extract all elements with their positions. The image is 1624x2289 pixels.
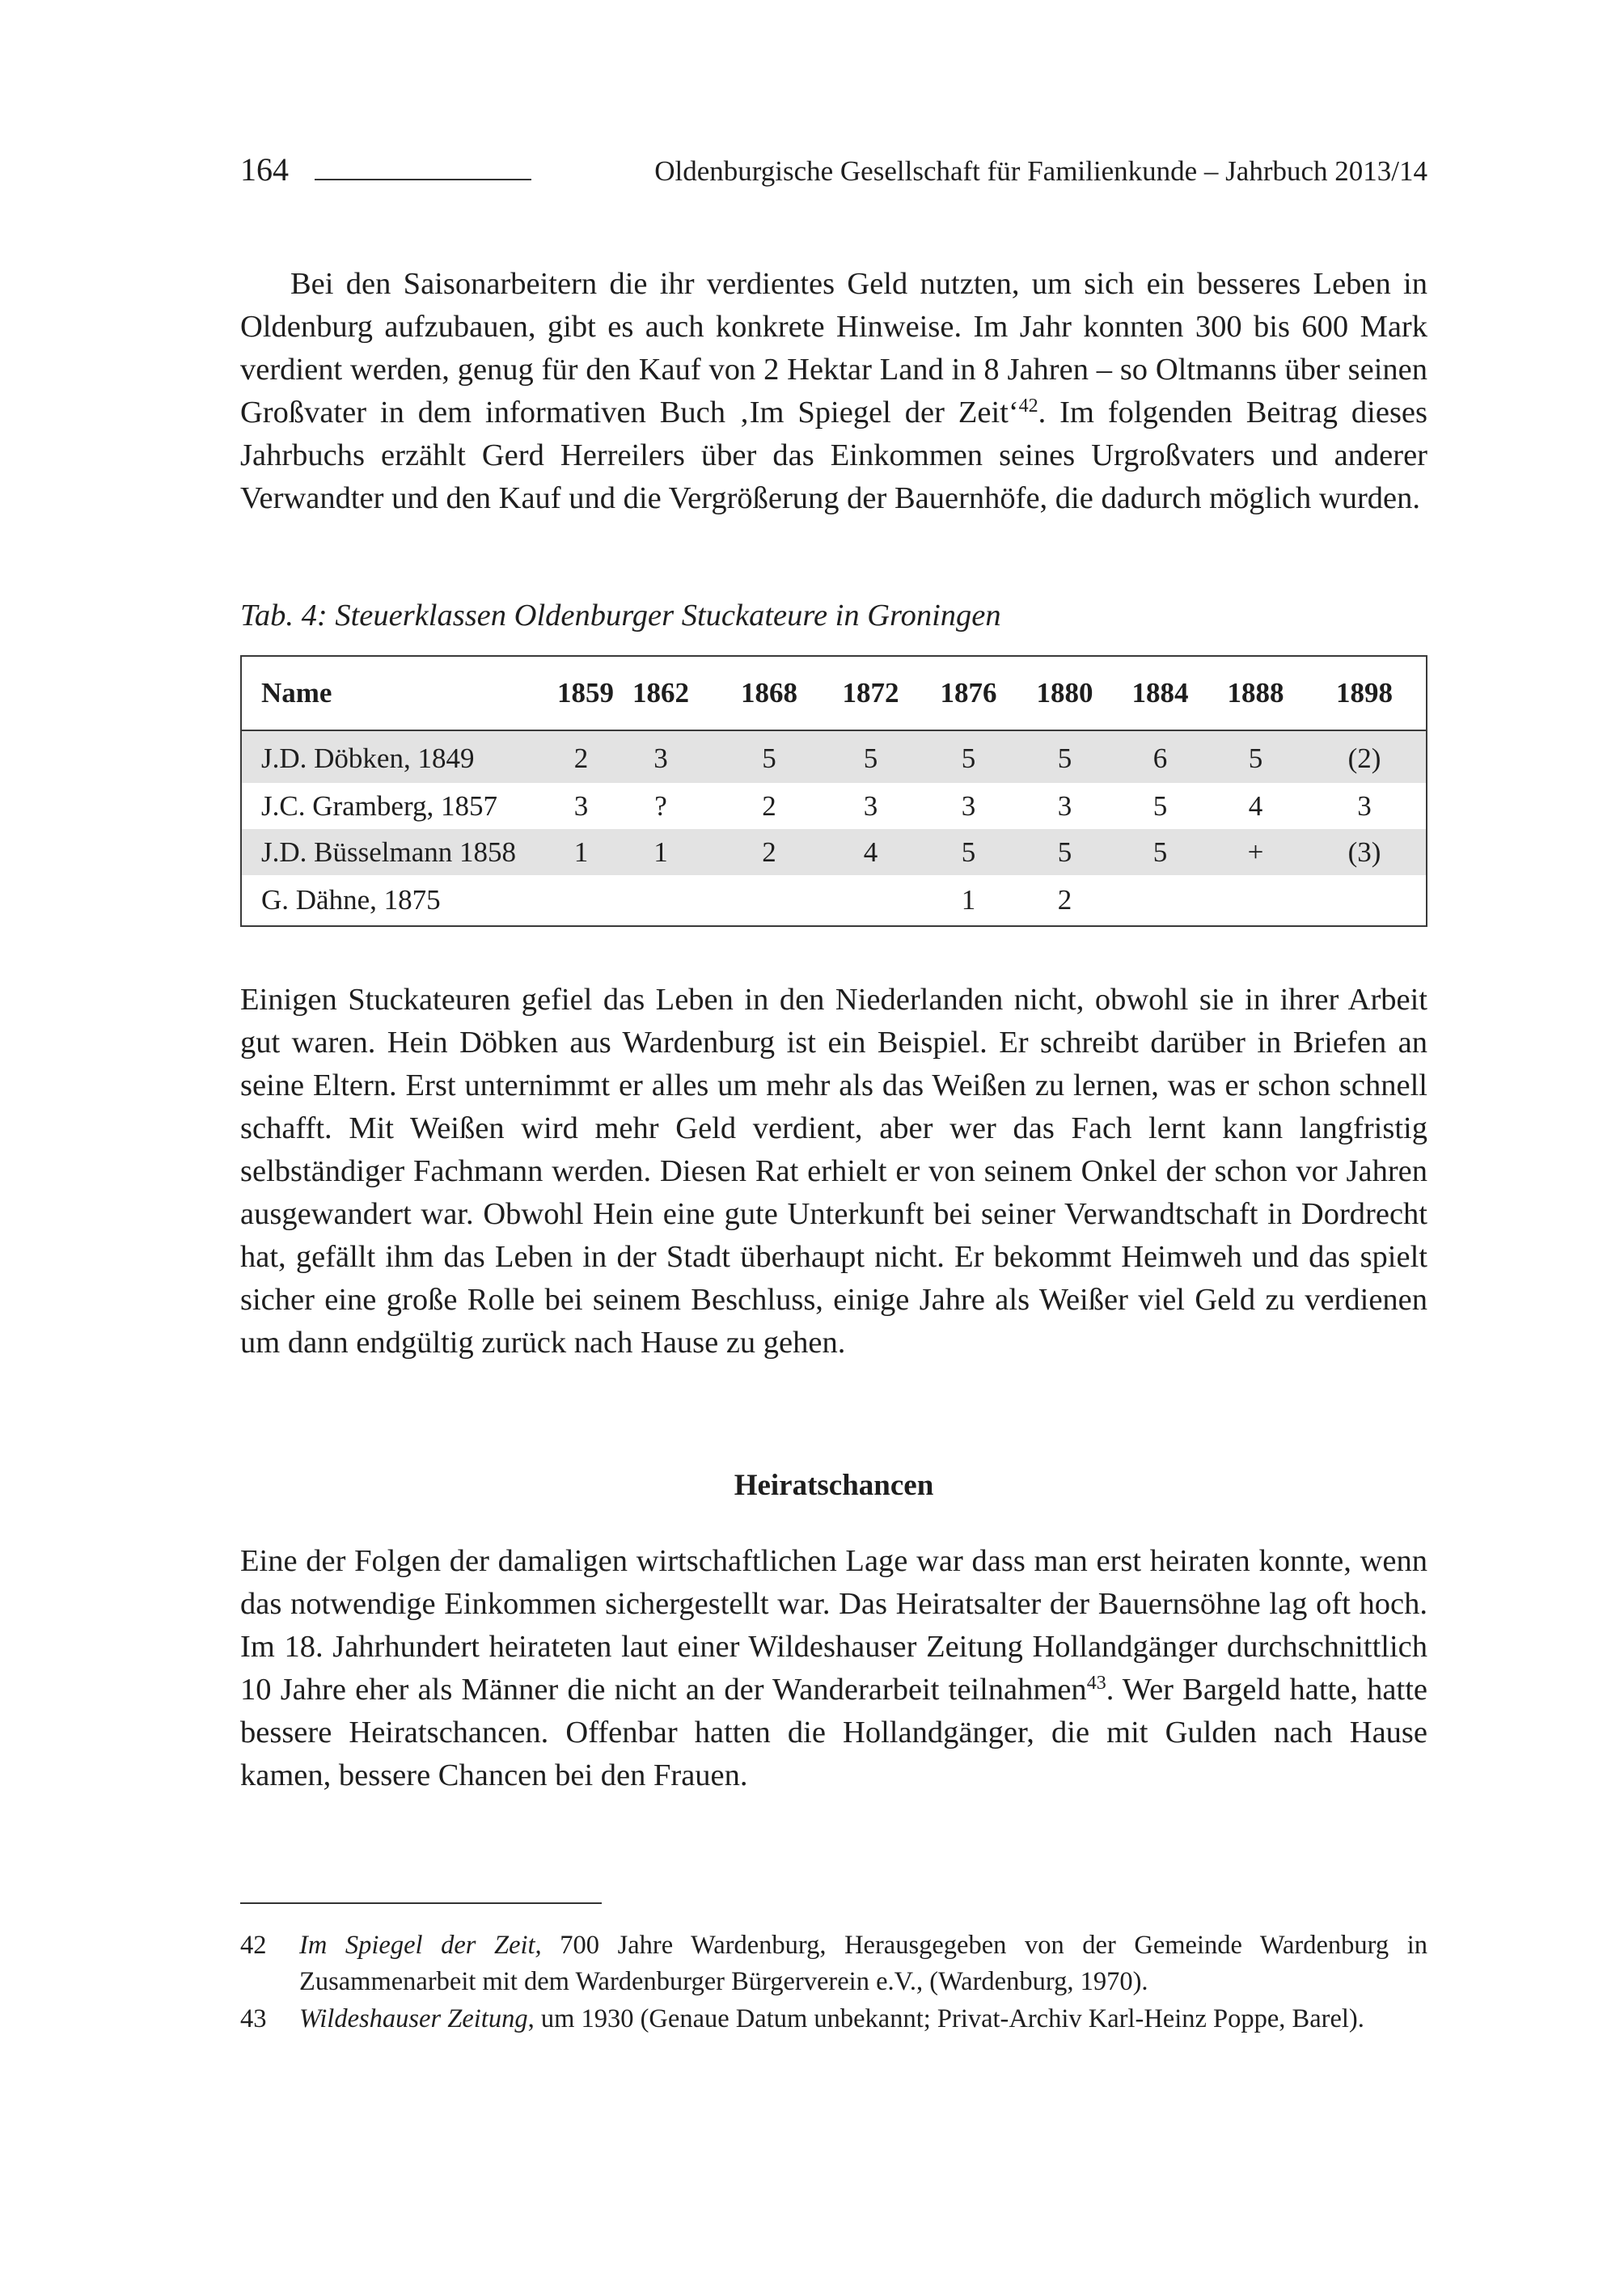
column-header: 1872 xyxy=(822,656,920,730)
table-cell: 1 xyxy=(605,829,717,875)
footnote-body: , um 1930 (Genaue Datum unbekannt; Privat-Archiv Karl-Heinz Poppe, Barel). xyxy=(527,2004,1364,2033)
footnote-body: 700 Jahre Wardenburg, Herausgegeben von der Gemeinde Wardenburg in Zusammenarbeit mit dem Wardenburger Bürgerverein e.V., (Wardenburg, 1970). xyxy=(299,1931,1427,1996)
table-cell: (2) xyxy=(1303,730,1427,783)
page-number: 164 xyxy=(240,151,289,188)
table-cell xyxy=(822,875,920,926)
column-header: 1876 xyxy=(920,656,1017,730)
footnote-title: Wildeshauser Zeitung xyxy=(299,2004,528,2033)
footnote-text xyxy=(299,2001,1427,2037)
table-cell xyxy=(1112,875,1208,926)
running-title: Oldenburgische Gesellschaft für Familienkunde – Jahrbuch 2013/14 xyxy=(654,155,1427,187)
table-cell: 2 xyxy=(717,829,822,875)
table-cell: 1 xyxy=(961,884,976,916)
table-cell: (3) xyxy=(1303,829,1427,875)
table-cell: 3 xyxy=(573,789,589,822)
column-header: 1880 xyxy=(1017,656,1112,730)
table-cell: 3 xyxy=(961,789,976,822)
section-heading: Heiratschancen xyxy=(734,1469,934,1502)
table-cell: 5 xyxy=(920,730,1017,783)
paragraph-heiratschancen xyxy=(240,1540,1427,1797)
tax-class-table xyxy=(240,655,1427,927)
table-cell xyxy=(605,875,717,926)
table-cell: 2 xyxy=(762,789,776,822)
table-cell-name: G. Dähne, 1875 xyxy=(261,884,441,916)
paragraph-text: . Wer Bargeld hatte, hatte bessere Heiratschancen. Offenbar hatten die Hollandgänger, die mit Gulden nach Hause kamen, bessere Chancen bei den Frauen. xyxy=(240,1673,1427,1792)
footnote-number: 43 xyxy=(240,2004,267,2033)
table-cell: 5 xyxy=(717,730,822,783)
column-header: Name xyxy=(241,656,557,730)
table-cell: 5 xyxy=(1152,789,1168,822)
footnote-text xyxy=(299,1927,1427,2000)
table-cell: 5 xyxy=(822,730,920,783)
column-header: 1898 xyxy=(1303,656,1427,730)
table-cell xyxy=(717,875,822,926)
table-cell-name: J.D. Döbken, 1849 xyxy=(241,730,557,783)
column-header: 1868 xyxy=(717,656,822,730)
footnote-separator xyxy=(240,1902,602,1904)
column-header: 1884 xyxy=(1112,656,1208,730)
column-header: 1859 xyxy=(557,656,605,730)
table-cell: 1 xyxy=(557,829,605,875)
table-cell: 3 xyxy=(605,730,717,783)
table-row xyxy=(241,783,1427,829)
table-cell: 5 xyxy=(1112,829,1208,875)
table-cell: 3 xyxy=(1357,789,1372,822)
table-cell-name: J.C. Gramberg, 1857 xyxy=(261,789,497,822)
table-cell: 4 xyxy=(822,829,920,875)
table-cell: 2 xyxy=(557,730,605,783)
footnote-42 xyxy=(240,1927,1427,2000)
paragraph-saisonarbeiter xyxy=(240,263,1427,520)
paragraph-text: Eine der Folgen der damaligen wirtschaftlichen Lage war dass man erst heiraten konnte, wenn das notwendige Einkommen sichergestellt war. Das Heiratsalter der Bauernsöhne lag oft hoch. Im 18. Jahrhundert heirateten laut einer Wildeshauser Zeitung Hollandgänger durchschnittlich 10 Jahre eher als Männer die nicht an der Wanderarbeit teilnahmen xyxy=(240,1544,1427,1707)
table-cell xyxy=(557,875,605,926)
paragraph-stuckateure: Einigen Stuckateuren gefiel das Leben in den Niederlanden nicht, obwohl sie in ihrer Arbeit gut waren. Hein Döbken aus Wardenburg ist ein Beispiel. Er schreibt darüber in Briefen an seine Eltern. Erst unternimmt er alles um mehr als das Weißen zu lernen, was er schon schnell schafft. Mit Weißen wird mehr Geld verdient, aber wer das Fach lernt kann langfristig selbständiger Fachmann werden. Diesen Rat erhielt er von seinem Onkel der schon vor Jahren ausgewandert war. Obwohl Hein eine gute Unterkunft bei seiner Verwandtschaft in Dordrecht hat, gefällt ihm das Leben in der Stadt überhaupt nicht. Er bekommt Heimweh und das spielt sicher eine große Rolle bei seinem Beschluss, einige Jahre als Weißer viel Geld zu verdienen um dann endgültig zurück nach Hause zu gehen. xyxy=(240,983,1427,1360)
footnote-43 xyxy=(240,2001,1427,2074)
table-cell: 5 xyxy=(1017,730,1112,783)
table-cell: 4 xyxy=(1248,789,1263,822)
table-cell: 6 xyxy=(1112,730,1208,783)
footnote-number: 42 xyxy=(240,1931,267,1960)
table-row xyxy=(241,730,1427,783)
table-cell xyxy=(1208,875,1303,926)
table-cell: 5 xyxy=(1017,829,1112,875)
table-cell: 5 xyxy=(1208,730,1303,783)
column-header: 1888 xyxy=(1208,656,1303,730)
table-cell xyxy=(1303,875,1427,926)
paragraph-text: . Im folgenden Beitrag dieses Jahrbuchs erzählt Gerd Herreilers über das Einkommen seines Urgroßvaters und anderer Verwandter und den Kauf und die Vergrößerung der Bauernhöfe, die dadurch möglich wurden. xyxy=(240,396,1427,515)
table-cell: 3 xyxy=(863,789,878,822)
header-rule xyxy=(315,179,531,180)
table-header-row xyxy=(241,656,1427,730)
table-row xyxy=(241,829,1427,875)
table-cell: + xyxy=(1208,829,1303,875)
table-cell: ? xyxy=(654,789,667,822)
paragraph-text: Bei den Saisonarbeitern die ihr verdientes Geld nutzten, um sich ein besseres Leben in Oldenburg aufzubauen, gibt es auch konkrete Hinweise. Im Jahr konnten 300 bis 600 Mark verdient werden, genug für den Kauf von 2 Hektar Land in 8 Jahren – so Oltmanns über seinen Großvater in dem informativen Buch ‚Im Spiegel der Zeit‘ xyxy=(240,267,1427,429)
footnote-ref-42[interactable]: 42 xyxy=(1018,396,1038,417)
footnote-ref-43[interactable]: 43 xyxy=(1086,1673,1106,1694)
table-cell: 3 xyxy=(1057,789,1072,822)
running-header xyxy=(240,152,1427,188)
table-caption: Tab. 4: Steuerklassen Oldenburger Stuckateure in Groningen xyxy=(240,599,1001,633)
table-cell: 2 xyxy=(1057,884,1072,916)
table-row xyxy=(241,875,1427,926)
footnote-title: Im Spiegel der Zeit, xyxy=(299,1931,542,1960)
table-cell-name: J.D. Büsselmann 1858 xyxy=(241,829,557,875)
column-header: 1862 xyxy=(605,656,717,730)
table-cell: 5 xyxy=(920,829,1017,875)
